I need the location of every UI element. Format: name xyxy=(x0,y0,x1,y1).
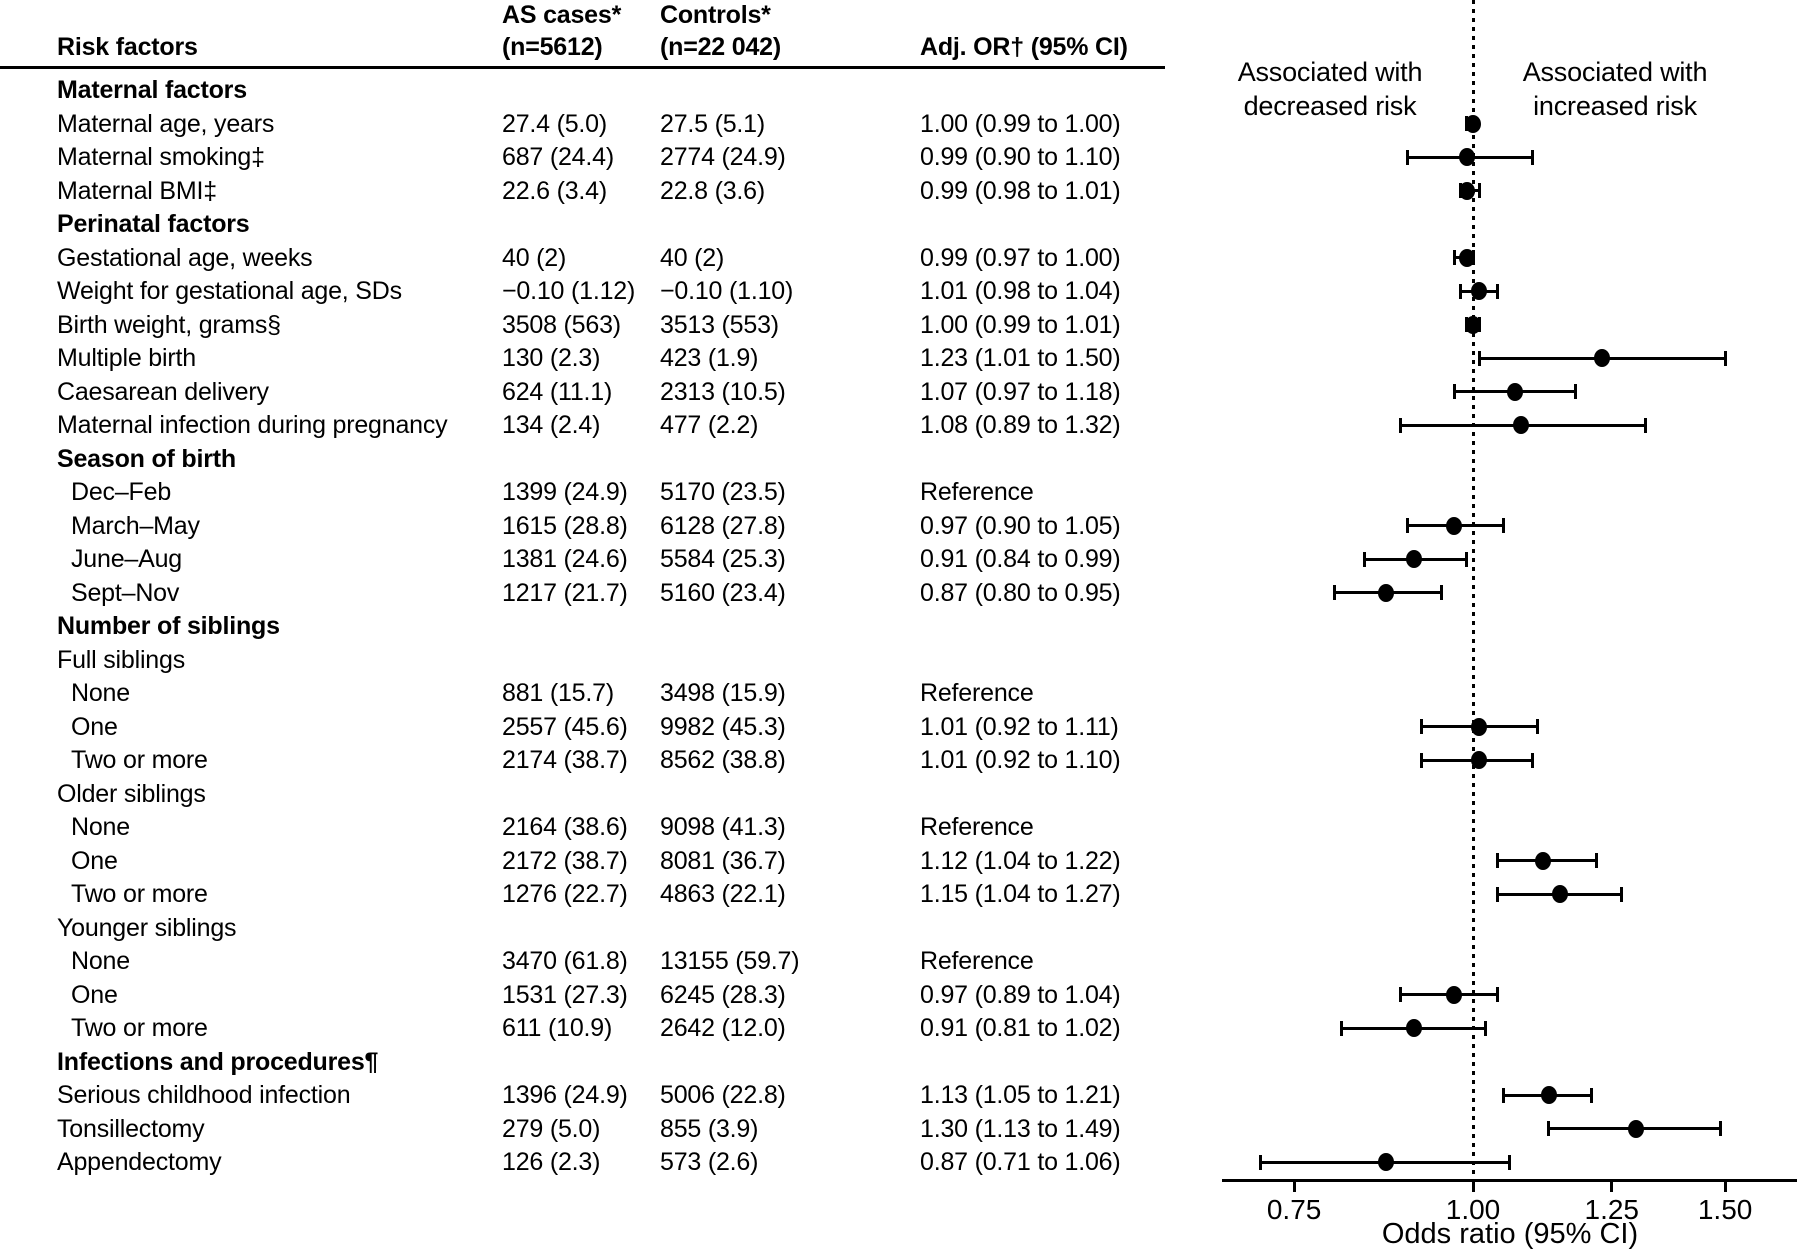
as-cases-value: 687 (24.4) xyxy=(502,143,614,171)
ci-cap-lower xyxy=(1478,351,1481,366)
as-cases-value: 881 (15.7) xyxy=(502,679,614,707)
row-label: June–Aug xyxy=(71,545,182,573)
ci-cap-lower xyxy=(1453,384,1456,399)
table-row xyxy=(0,676,1800,710)
row-label: Season of birth xyxy=(57,444,236,473)
or-ci-value: Reference xyxy=(920,813,1034,841)
x-axis-tick xyxy=(1472,1182,1475,1192)
as-cases-value: 126 (2.3) xyxy=(502,1148,601,1176)
or-ci-value: 1.12 (1.04 to 1.22) xyxy=(920,846,1121,875)
column-header-risk-factors: Risk factors xyxy=(57,33,198,61)
controls-value: 8081 (36.7) xyxy=(660,846,786,875)
or-ci-value: 0.99 (0.98 to 1.01) xyxy=(920,176,1121,205)
controls-value: 2774 (24.9) xyxy=(660,143,786,171)
row-label: One xyxy=(71,846,118,875)
controls-value: 8562 (38.8) xyxy=(660,746,786,774)
controls-value: 22.8 (3.6) xyxy=(660,176,766,205)
ci-cap-lower xyxy=(1496,853,1499,868)
table-row xyxy=(0,442,1800,476)
ci-cap-lower xyxy=(1459,284,1462,299)
row-label: Maternal smoking‡ xyxy=(57,143,265,171)
or-ci-value: 1.00 (0.99 to 1.01) xyxy=(920,310,1121,339)
ci-cap-upper xyxy=(1465,552,1468,567)
as-cases-value: 1276 (22.7) xyxy=(502,880,628,908)
or-ci-value: 0.97 (0.89 to 1.04) xyxy=(920,980,1121,1009)
or-ci-value: 1.13 (1.05 to 1.21) xyxy=(920,1081,1121,1109)
controls-value: 40 (2) xyxy=(660,243,725,272)
or-ci-value: 0.87 (0.71 to 1.06) xyxy=(920,1148,1121,1176)
row-label: Multiple birth xyxy=(57,344,196,372)
x-axis-tick-label: 1.00 xyxy=(1445,1194,1501,1225)
row-label: One xyxy=(71,980,118,1009)
as-cases-value: 40 (2) xyxy=(502,243,567,272)
ci-cap-lower xyxy=(1363,552,1366,567)
controls-value: 855 (3.9) xyxy=(660,1114,759,1143)
table-row xyxy=(0,274,1800,308)
row-label: Dec–Feb xyxy=(71,478,172,506)
x-axis-tick xyxy=(1610,1182,1613,1192)
or-ci-value: 1.01 (0.98 to 1.04) xyxy=(920,277,1121,305)
column-header-as-cases-line1: AS cases* xyxy=(502,1,622,29)
as-cases-value: 3470 (61.8) xyxy=(502,947,628,975)
row-label: Two or more xyxy=(71,880,208,908)
ci-cap-upper xyxy=(1620,887,1623,902)
x-axis-title: Odds ratio (95% CI) xyxy=(1381,1218,1639,1250)
ci-cap-lower xyxy=(1502,1088,1505,1103)
or-ci-value: Reference xyxy=(920,679,1034,707)
x-axis-tick xyxy=(1724,1182,1727,1192)
controls-value: 9982 (45.3) xyxy=(660,712,786,741)
row-label: March–May xyxy=(71,511,200,540)
table-row xyxy=(0,174,1800,208)
row-label: Two or more xyxy=(71,1014,208,1042)
ci-cap-lower xyxy=(1259,1155,1262,1170)
or-ci-value: Reference xyxy=(920,947,1034,975)
ci-cap-upper xyxy=(1644,418,1647,433)
ci-cap-upper xyxy=(1484,1021,1487,1036)
row-label: Perinatal factors xyxy=(57,210,250,238)
as-cases-value: 1381 (24.6) xyxy=(502,545,628,573)
increased-risk-label-line2: increased risk xyxy=(1533,91,1697,121)
as-cases-value: 2557 (45.6) xyxy=(502,712,628,741)
column-header-controls-line1: Controls* xyxy=(660,1,771,29)
as-cases-value: 1217 (21.7) xyxy=(502,578,628,607)
row-label: None xyxy=(71,813,130,841)
controls-value: 4863 (22.1) xyxy=(660,880,786,908)
controls-value: 5170 (23.5) xyxy=(660,478,786,506)
row-label: Maternal factors xyxy=(57,76,247,104)
or-ci-value: 0.99 (0.97 to 1.00) xyxy=(920,243,1121,272)
row-label: Maternal age, years xyxy=(57,109,275,138)
or-ci-value: 1.07 (0.97 to 1.18) xyxy=(920,377,1121,406)
ci-cap-lower xyxy=(1406,150,1409,165)
row-label: Infections and procedures¶ xyxy=(57,1047,379,1076)
or-point xyxy=(1446,986,1462,1004)
or-ci-value: 0.87 (0.80 to 0.95) xyxy=(920,578,1121,607)
header-rule xyxy=(0,66,1165,69)
table-row xyxy=(0,978,1800,1012)
as-cases-value: 1615 (28.8) xyxy=(502,511,628,540)
or-ci-value: 1.01 (0.92 to 1.10) xyxy=(920,746,1121,774)
as-cases-value: 134 (2.4) xyxy=(502,411,601,439)
table-row xyxy=(0,509,1800,543)
controls-value: 423 (1.9) xyxy=(660,344,759,372)
table-row xyxy=(0,107,1800,141)
table-row xyxy=(0,810,1800,844)
as-cases-value: 1399 (24.9) xyxy=(502,478,628,506)
row-label: Older siblings xyxy=(57,779,206,808)
ci-cap-upper xyxy=(1478,183,1481,198)
as-cases-value: 611 (10.9) xyxy=(502,1014,613,1042)
as-cases-value: 2164 (38.6) xyxy=(502,813,628,841)
as-cases-value: 22.6 (3.4) xyxy=(502,176,608,205)
or-point xyxy=(1552,885,1568,903)
or-point xyxy=(1465,115,1481,133)
ci-cap-upper xyxy=(1440,585,1443,600)
controls-value: 5584 (25.3) xyxy=(660,545,786,573)
row-label: Sept–Nov xyxy=(71,578,180,607)
or-point xyxy=(1378,584,1394,602)
or-ci-value: 1.23 (1.01 to 1.50) xyxy=(920,344,1121,372)
or-ci-value: 0.97 (0.90 to 1.05) xyxy=(920,511,1121,540)
row-label: Younger siblings xyxy=(57,913,237,942)
controls-value: 6128 (27.8) xyxy=(660,511,786,540)
column-header-controls-line2: (n=22 042) xyxy=(660,33,781,61)
row-label: Number of siblings xyxy=(57,612,280,640)
or-point xyxy=(1513,416,1529,434)
table-row xyxy=(0,241,1800,275)
or-point xyxy=(1459,249,1475,267)
row-label: Caesarean delivery xyxy=(57,377,269,406)
ci-cap-lower xyxy=(1399,987,1402,1002)
decreased-risk-label-line2: decreased risk xyxy=(1243,91,1417,121)
row-label: Gestational age, weeks xyxy=(57,243,313,272)
row-label: Appendectomy xyxy=(57,1148,222,1176)
controls-value: 27.5 (5.1) xyxy=(660,109,766,138)
as-cases-value: 27.4 (5.0) xyxy=(502,109,608,138)
table-row xyxy=(0,73,1800,107)
controls-value: 3513 (553) xyxy=(660,310,779,339)
ci-cap-upper xyxy=(1496,284,1499,299)
or-ci-value: 0.91 (0.81 to 1.02) xyxy=(920,1014,1121,1042)
row-label: Full siblings xyxy=(57,645,186,674)
or-point xyxy=(1471,718,1487,736)
table-row xyxy=(0,1112,1800,1146)
column-header-as-cases-line2: (n=5612) xyxy=(502,33,603,61)
ci-cap-lower xyxy=(1406,518,1409,533)
row-label: Serious childhood infection xyxy=(57,1081,351,1109)
ci-cap-lower xyxy=(1420,753,1423,768)
or-ci-value: 1.30 (1.13 to 1.49) xyxy=(920,1114,1121,1143)
ci-cap-upper xyxy=(1590,1088,1593,1103)
table-row xyxy=(0,207,1800,241)
ci-cap-lower xyxy=(1399,418,1402,433)
table-row xyxy=(0,475,1800,509)
controls-value: 2313 (10.5) xyxy=(660,377,786,406)
as-cases-value: 624 (11.1) xyxy=(502,377,613,406)
controls-value: 13155 (59.7) xyxy=(660,947,800,975)
ci-cap-upper xyxy=(1502,518,1505,533)
or-point xyxy=(1446,517,1462,535)
row-label: One xyxy=(71,712,118,741)
or-point xyxy=(1459,182,1475,200)
increased-risk-label-line1: Associated with xyxy=(1522,57,1708,87)
controls-value: 9098 (41.3) xyxy=(660,813,786,841)
ci-cap-lower xyxy=(1453,250,1456,265)
controls-value: 3498 (15.9) xyxy=(660,679,786,707)
controls-value: 5160 (23.4) xyxy=(660,578,786,607)
table-row xyxy=(0,576,1800,610)
table-row xyxy=(0,911,1800,945)
x-axis-tick-label: 1.50 xyxy=(1697,1194,1753,1225)
row-label: None xyxy=(71,679,130,707)
x-axis-line xyxy=(1222,1179,1797,1182)
or-point xyxy=(1465,316,1481,334)
table-row xyxy=(0,944,1800,978)
table-row xyxy=(0,1011,1800,1045)
x-axis-tick-label: 1.25 xyxy=(1584,1194,1639,1225)
table-row xyxy=(0,308,1800,342)
table-row xyxy=(0,1045,1800,1079)
ci-cap-upper xyxy=(1724,351,1727,366)
table-row xyxy=(0,643,1800,677)
as-cases-value: −0.10 (1.12) xyxy=(502,277,636,305)
as-cases-value: 130 (2.3) xyxy=(502,344,601,372)
ci-cap-lower xyxy=(1340,1021,1343,1036)
controls-value: 5006 (22.8) xyxy=(660,1081,786,1109)
ci-cap-upper xyxy=(1536,719,1539,734)
ci-cap-lower xyxy=(1420,719,1423,734)
ci-cap-lower xyxy=(1496,887,1499,902)
ci-cap-upper xyxy=(1531,150,1534,165)
row-label: None xyxy=(71,947,130,975)
row-label: Tonsillectomy xyxy=(57,1114,205,1143)
ci-cap-lower xyxy=(1333,585,1336,600)
controls-value: 2642 (12.0) xyxy=(660,1014,786,1042)
or-ci-value: 1.08 (0.89 to 1.32) xyxy=(920,411,1121,439)
ci-cap-upper xyxy=(1595,853,1598,868)
table-row xyxy=(0,1145,1800,1179)
row-label: Birth weight, grams§ xyxy=(57,310,281,339)
row-label: Maternal BMI‡ xyxy=(57,176,217,205)
or-point xyxy=(1507,383,1523,401)
ci-cap-upper xyxy=(1496,987,1499,1002)
row-label: Weight for gestational age, SDs xyxy=(57,277,402,305)
or-point xyxy=(1541,1086,1557,1104)
row-label: Maternal infection during pregnancy xyxy=(57,411,448,439)
controls-value: −0.10 (1.10) xyxy=(660,277,794,305)
column-header-adj-or: Adj. OR† (95% CI) xyxy=(920,33,1128,61)
as-cases-value: 1531 (27.3) xyxy=(502,980,628,1009)
as-cases-value: 279 (5.0) xyxy=(502,1114,601,1143)
ci-cap-upper xyxy=(1574,384,1577,399)
ci-cap-lower xyxy=(1547,1121,1550,1136)
or-ci-value: 1.00 (0.99 to 1.00) xyxy=(920,109,1121,138)
or-ci-value: 1.15 (1.04 to 1.27) xyxy=(920,880,1121,908)
table-row xyxy=(0,609,1800,643)
or-ci-value: Reference xyxy=(920,478,1034,506)
or-ci-value: 1.01 (0.92 to 1.11) xyxy=(920,712,1119,741)
ci-cap-upper xyxy=(1719,1121,1722,1136)
as-cases-value: 2174 (38.7) xyxy=(502,746,628,774)
ci-cap-upper xyxy=(1508,1155,1511,1170)
or-point xyxy=(1594,349,1610,367)
or-ci-value: 0.91 (0.84 to 0.99) xyxy=(920,545,1121,573)
table-row xyxy=(0,542,1800,576)
decreased-risk-label-line1: Associated with xyxy=(1237,57,1423,87)
or-point xyxy=(1535,852,1551,870)
controls-value: 6245 (28.3) xyxy=(660,980,786,1009)
or-ci-value: 0.99 (0.90 to 1.10) xyxy=(920,143,1121,171)
x-axis-tick xyxy=(1293,1182,1296,1192)
x-axis-tick-label: 0.75 xyxy=(1266,1194,1322,1225)
controls-value: 477 (2.2) xyxy=(660,411,759,439)
or-point xyxy=(1628,1120,1644,1138)
row-label: Two or more xyxy=(71,746,208,774)
as-cases-value: 1396 (24.9) xyxy=(502,1081,628,1109)
controls-value: 573 (2.6) xyxy=(660,1148,759,1176)
ci-cap-upper xyxy=(1531,753,1534,768)
as-cases-value: 3508 (563) xyxy=(502,310,621,339)
as-cases-value: 2172 (38.7) xyxy=(502,846,628,875)
or-point xyxy=(1459,148,1475,166)
table-row xyxy=(0,777,1800,811)
